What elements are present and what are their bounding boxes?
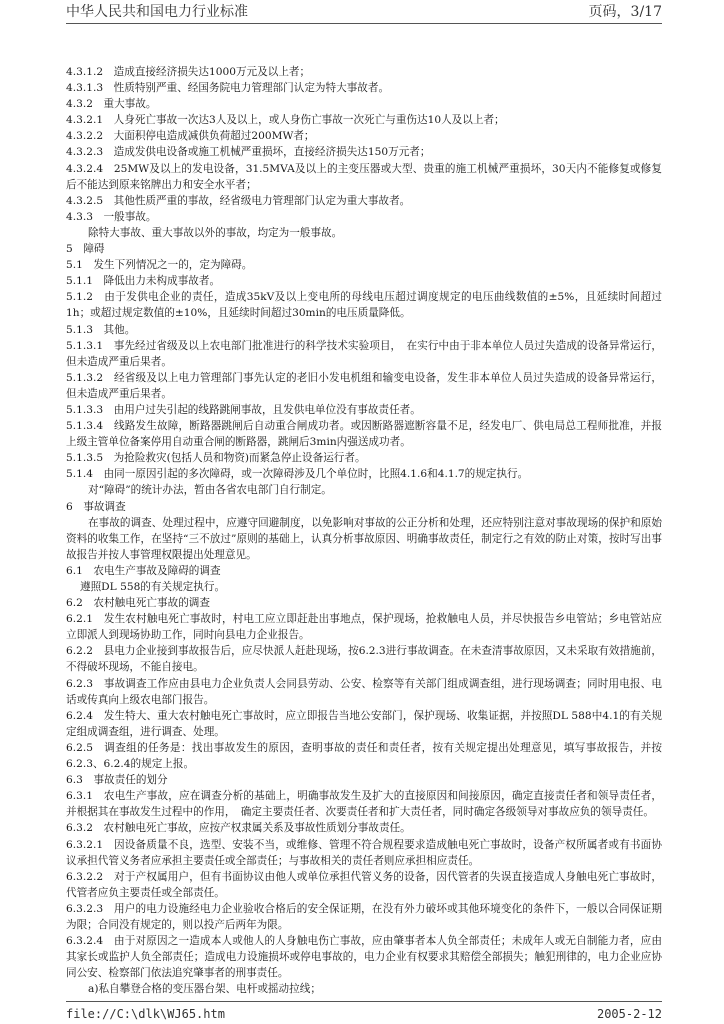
paragraph: 4.3.2.1 人身死亡事故一次达3人及以上，或人身伤亡事故一次死亡与重伤达10人及以上者； [66, 114, 505, 127]
paragraph: 遵照DL 558的有关规定执行。 [80, 581, 226, 593]
paragraph: 4.3.1.2 造成直接经济损失达1000万元及以上者； [66, 66, 311, 78]
paragraph: 4.3.2.4 25MW及以上的发电设备，31.5MVA及以上的主变压器或大型、贵重的施工机械严重损坏，30天内不能修复或修复后不能达到原来铭牌出力和安全水平者； [66, 162, 662, 191]
paragraph: 5.1.3.4 线路发生故障，断路器跳闸后自动重合闸成功者。或因断路器遮断容量不足，经发电厂、供电局总工程师批准，并报上级主管单位备案停用自动重合闸的断路器，跳闸后3min内强送成功者。 [66, 420, 662, 449]
print-date: 2005-2-12 [596, 1007, 662, 1021]
paragraph: 5.1.3.5 为抢险救灾(包括人员和物资)而紧急停止设备运行者。 [66, 452, 366, 465]
paragraph: 5.1.3 其他。 [66, 323, 136, 336]
paragraph: 在事故的调查、处理过程中，应遵守回避制度，以免影响对事故的公正分析和处理，还应特别注意对事故现场的保护和原始资料的收集工作，在坚持“三不放过”原则的基础上，认真分析事故原因、明确事故责任，制定行之有效的防止对策，按时写出事故报告并按人事管理权限提出处理意见。 [66, 516, 662, 561]
paragraph: 6.3.1 农电生产事故，应在调查分析的基础上，明确事故发生及扩大的直接原因和间接原因，确定直接责任者和领导责任者，并根据其在事故发生过程中的作用， 确定主要责任者、次要责任者和扩大责任者，同时确定各级领导对事故应负的领导责任。 [66, 790, 662, 819]
paragraph: 6.2.4 发生特大、重大农村触电死亡事故时，应立即报告当地公安部门，保护现场、收集证据，并按照DL 588中4.1的有关规定组成调查组，进行调查、处理。 [66, 709, 662, 738]
paragraph: 6.2.1 发生农村触电死亡事故时，村电工应立即赶赴出事地点，保护现场，抢救触电人员，并尽快报告乡电管站；乡电管站应立即派人到现场协助工作，同时向县电力企业报告。 [66, 613, 662, 642]
paragraph: 5.1.4 由同一原因引起的多次障碍，或一次障碍涉及几个单位时，比照4.1.6和4.1.7的规定执行。 [66, 468, 529, 481]
paragraph: 5.1.3.1 事先经过省级及以上农电部门批准进行的科学技术实验项目， 在实行中由于非本单位人员过失造成的设备异常运行，但未造成严重后果者。 [66, 339, 662, 368]
standard-title: 中华人民共和国电力行业标准 [66, 4, 248, 20]
paragraph: 6.2.5 调查组的任务是：找出事故发生的原因，查明事故的责任和责任者，按有关规定提出处理意见，填写事故报告，并按6.2.3、6.2.4的规定上报。 [66, 741, 662, 771]
document-body [66, 64, 662, 997]
paragraph: 6.1 农电生产事故及障碍的调查 [66, 564, 221, 577]
paragraph: 4.3.1.3 性质特别严重、经国务院电力管理部门认定为特大事故者。 [66, 82, 390, 95]
paragraph: 6.3.2.2 对于产权属用户，但有书面协议由他人或单位承担代管义务的设备，因代管者的失误直接造成人身触电死亡事故时，代管者应负主要责任或全部责任。 [66, 870, 662, 899]
paragraph: a)私自攀登合格的变压器台架、电杆或摇动拉线； [88, 983, 321, 996]
paragraph: 4.3.2.3 造成发供电设备或施工机械严重损坏，直接经济损失达150万元者； [66, 146, 431, 159]
paragraph: 6.3 事故责任的划分 [66, 774, 168, 787]
file-path: file://C:\dlk\WJ65.htm [66, 1007, 225, 1021]
paragraph: 5.1.1 降低出力未构成事故者。 [66, 275, 221, 288]
paragraph: 6.2.3 事故调查工作应由县电力企业负责人会同县劳动、公安、检察等有关部门组成调查组，进行现场调查；同时用电报、电话或传真向上级农电部门报告。 [66, 677, 662, 706]
paragraph: 5.1.2 由于发供电企业的责任，造成35kV及以上变电所的母线电压超过调度规定的电压曲线数值的±5%，且延续时间超过1h；或超过规定数值的±10%，且延续时间超过30min的电压质量降低。 [66, 291, 662, 320]
paragraph: 除特大事故、重大事故以外的事故，均定为一般事故。 [88, 226, 343, 239]
page-number: 页码，3/17 [588, 4, 662, 20]
paragraph: 4.3.3 一般事故。 [66, 210, 157, 223]
paragraph: 6 事故调查 [66, 500, 126, 513]
paragraph: 6.3.2 农村触电死亡事故，应按产权隶属关系及事故性质划分事故责任。 [66, 822, 411, 835]
paragraph: 5 障碍 [66, 243, 105, 256]
paragraph: 5.1.3.3 由用户过失引起的线路跳闸事故，且发供电单位没有事故责任者。 [66, 403, 421, 416]
paragraph: 6.2 农村触电死亡事故的调查 [66, 597, 210, 610]
paragraph: 4.3.2.2 大面积停电造成减供负荷超过200MW者； [66, 130, 315, 143]
page-header [66, 0, 662, 22]
paragraph: 6.3.2.1 因设备质量不良，选型、安装不当，或维修、管理不符合规程要求造成触电死亡事故时，设备产权所属者或有书面协议承担代管义务者应承担主要责任或全部责任；与事故相关的责任者则应承担相应责任。 [66, 838, 662, 867]
paragraph: 5.1.3.2 经省级及以上电力管理部门事先认定的老旧小发电机组和输变电设备，发生非本单位人员过失造成的设备异常运行，但未造成严重后果者。 [66, 371, 662, 400]
paragraph: 对“障碍”的统计办法，暂由各省农电部门自行制定。 [88, 484, 332, 497]
paragraph: 5.1 发生下列情况之一的，定为障碍。 [66, 259, 253, 272]
paragraph: 4.3.2.5 其他性质严重的事故，经省级电力管理部门认定为重大事故者。 [66, 194, 411, 207]
footer-divider [66, 1001, 662, 1002]
paragraph: 6.3.2.3 用户的电力设施经电力企业验收合格后的安全保证期，在没有外力破坏或其他环境变化的条件下，一般以合同保证期为限；合同没有规定的，则以投产后两年为限。 [66, 902, 662, 931]
page-footer [66, 1005, 662, 1023]
paragraph: 6.2.2 县电力企业接到事故报告后，应尽快派人赶赴现场，按6.2.3进行事故调查。在未查清事故原因，又未采取有效措施前，不得破坏现场，不能自接电。 [66, 645, 662, 674]
paragraph: 4.3.2 重大事故。 [66, 98, 157, 111]
header-divider [66, 23, 662, 24]
paragraph: 6.3.2.4 由于对原因之一造成本人或他人的人身触电伤亡事故，应由肇事者本人负全部责任；未成年人或无自制能力者，应由其家长或监护人负全部责任；造成电力设施损坏或停电事故的，电力企业有权要求其赔偿全部损失；触犯刑律的，电力企业应协同公安、检察部门依法追究肇事者的刑事责任。 [66, 935, 662, 980]
